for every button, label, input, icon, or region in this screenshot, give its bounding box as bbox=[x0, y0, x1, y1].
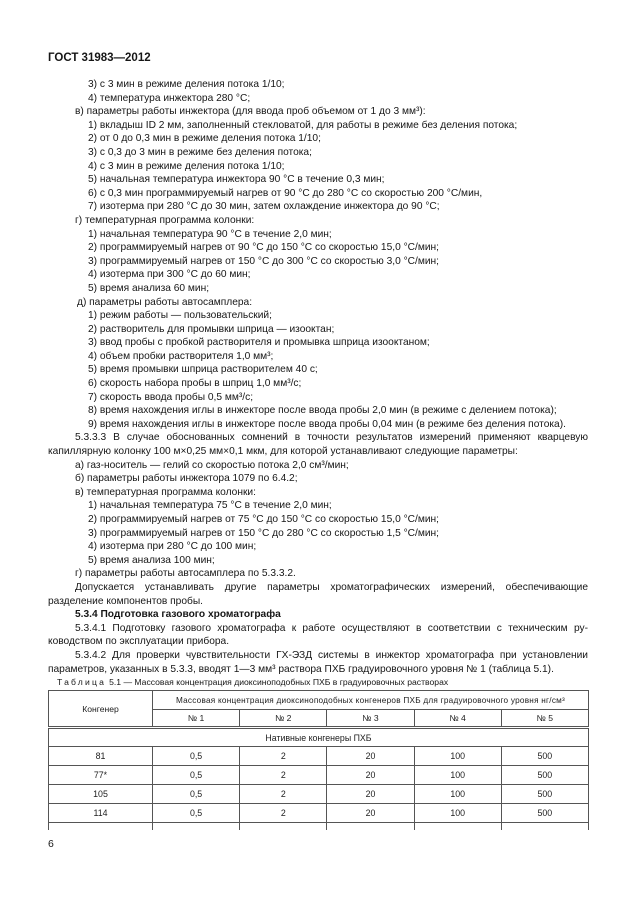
table-section-row bbox=[49, 728, 589, 747]
table-caption-label: Таблица bbox=[57, 677, 107, 687]
list-item: б) параметры работы инжектора 1079 по 6.4.2; bbox=[75, 473, 298, 485]
value-cell: 500 bbox=[501, 804, 588, 823]
sub-list-item: 6) с 0,3 мин программируемый нагрев от 90 °С до 280 °С со скоростью 200 °С/мин, bbox=[88, 187, 483, 199]
sub-list-item: 5) время промывки шприца растворителем 40 с; bbox=[88, 364, 318, 376]
sub-list-item: 3) с 3 мин в режиме деления потока 1/10; bbox=[88, 79, 285, 90]
sub-list-item: 9) время нахождения иглы в инжекторе после ввода пробы 0,04 мин (в режиме без деления потока). bbox=[88, 418, 566, 430]
list-item: а) газ-носитель — гелий со скоростью потока 2,0 см³/мин; bbox=[75, 459, 349, 471]
level-header-cell: № 2 bbox=[240, 710, 327, 728]
value-cell: 500 bbox=[501, 766, 588, 785]
table-row bbox=[49, 785, 589, 804]
sub-list-item: 7) изотерма при 280 °С до 30 мин, затем охлаждение инжектора до 90 °С; bbox=[88, 201, 440, 213]
sub-list-item: 6) скорость набора пробы в шприц 1,0 мм³/с; bbox=[88, 378, 302, 390]
value-cell: 100 bbox=[414, 804, 501, 823]
congener-cell: 105 bbox=[49, 785, 153, 804]
congener-cell: 77* bbox=[49, 766, 153, 785]
value-cell: 20 bbox=[327, 766, 414, 785]
value-cell: 100 bbox=[414, 785, 501, 804]
level-header-cell: № 5 bbox=[501, 710, 588, 728]
sub-list-item: 4) температура инжектора 280 °С; bbox=[88, 92, 251, 104]
paragraph-line: 5.3.3.3 В случае обоснованных сомнений в точности результатов измерений применяют кварцевую bbox=[75, 432, 588, 444]
level-header-cell: № 3 bbox=[327, 710, 414, 728]
sub-list-item: 7) скорость ввода пробы 0,5 мм³/с; bbox=[88, 391, 254, 403]
value-cell: 2 bbox=[240, 766, 327, 785]
sub-list-item: 2) программируемый нагрев от 90 °С до 150 °С со скоростью 15,0 °С/мин; bbox=[88, 242, 439, 254]
sub-list-item: 8) время нахождения иглы в инжекторе после ввода пробы 2,0 мин (в режиме с делением потока); bbox=[88, 405, 557, 417]
sub-list-item: 3) программируемый нагрев от 150 °С до 300 °С со скоростью 3,0 °С/мин; bbox=[88, 255, 439, 267]
value-cell: 20 bbox=[327, 747, 414, 766]
table-row bbox=[49, 747, 589, 766]
list-item: д) параметры работы автосамплера: bbox=[77, 296, 253, 308]
list-item: г) параметры работы автосамплера по 5.3.3.2. bbox=[75, 568, 296, 580]
paragraph-line: 5.3.4.2 Для проверки чувствительности ГХ-ЭЗД системы в инжектор хроматографа при установлении bbox=[75, 649, 588, 661]
empty-cell bbox=[49, 823, 153, 831]
list-item: в) температурная программа колонки: bbox=[75, 486, 256, 498]
body-text bbox=[48, 78, 588, 676]
empty-cell bbox=[153, 823, 240, 831]
value-cell: 500 bbox=[501, 785, 588, 804]
table-row bbox=[49, 804, 589, 823]
empty-cell bbox=[240, 823, 327, 831]
table-header-row bbox=[49, 691, 589, 710]
congener-cell: 81 bbox=[49, 747, 153, 766]
value-cell: 100 bbox=[414, 747, 501, 766]
data-table bbox=[48, 690, 589, 830]
value-cell: 500 bbox=[501, 747, 588, 766]
level-header-cell: № 4 bbox=[414, 710, 501, 728]
sub-list-item: 5) начальная температура инжектора 90 °С в течение 0,3 мин; bbox=[88, 174, 385, 186]
sub-list-item: 2) от 0 до 0,3 мин в режиме деления потока 1/10; bbox=[88, 133, 321, 145]
value-cell: 2 bbox=[240, 785, 327, 804]
sub-list-item: 1) режим работы — пользовательский; bbox=[88, 310, 272, 322]
section-heading: 5.3.4 Подготовка газового хроматографа bbox=[75, 609, 281, 621]
sub-list-item: 4) объем пробки растворителя 1,0 мм³; bbox=[88, 350, 274, 362]
value-cell: 2 bbox=[240, 804, 327, 823]
paragraph-line: параметров, указанных в 5.3.3, вводят 1—3 мм³ раствора ПХБ градуировочного уровня № 1 (таблица 5.1). bbox=[48, 663, 554, 675]
value-cell: 0,5 bbox=[153, 804, 240, 823]
page-number: 6 bbox=[48, 838, 54, 850]
section-row-cell: Нативные конгенеры ПХБ bbox=[49, 728, 589, 747]
paragraph-line: ководством по эксплуатации прибора. bbox=[48, 636, 230, 648]
paragraph-line: разделение компонентов пробы. bbox=[48, 595, 203, 607]
table-continuation-row bbox=[49, 823, 589, 831]
value-cell: 0,5 bbox=[153, 766, 240, 785]
sub-list-item: 3) с 0,3 до 3 мин в режиме без деления потока; bbox=[88, 146, 312, 158]
list-item: г) температурная программа колонки: bbox=[75, 214, 255, 226]
sub-list-item: 4) с 3 мин в режиме деления потока 1/10; bbox=[88, 160, 285, 172]
value-cell: 20 bbox=[327, 804, 414, 823]
sub-list-item: 1) вкладыш ID 2 мм, заполненный стекловатой, для работы в режиме без деления потока; bbox=[88, 119, 518, 131]
value-cell: 0,5 bbox=[153, 747, 240, 766]
sub-list-item: 3) программируемый нагрев от 150 °С до 280 °С со скоростью 1,5 °С/мин; bbox=[88, 527, 439, 539]
empty-cell bbox=[501, 823, 588, 831]
table-caption-text: 5.1 — Массовая концентрация диоксиноподобных ПХБ в градуировочных растворах bbox=[109, 677, 449, 687]
table-header-cell: Массовая концентрация диоксиноподобных конгенеров ПХБ для градуировочного уровня нг/см³ bbox=[153, 691, 589, 710]
paragraph-line: Допускается устанавливать другие параметры хроматографических измерений, обеспечивающие bbox=[75, 581, 588, 593]
table-row bbox=[49, 766, 589, 785]
table-header-cell: Конгенер bbox=[49, 691, 153, 728]
level-header-cell: № 1 bbox=[153, 710, 240, 728]
sub-list-item: 5) время анализа 60 мин; bbox=[88, 282, 210, 294]
value-cell: 2 bbox=[240, 747, 327, 766]
sub-list-item: 4) изотерма при 280 °С до 100 мин; bbox=[88, 541, 257, 553]
list-item: в) параметры работы инжектора (для ввода проб объемом от 1 до 3 мм³): bbox=[75, 106, 426, 118]
value-cell: 0,5 bbox=[153, 785, 240, 804]
value-cell: 20 bbox=[327, 785, 414, 804]
value-cell: 100 bbox=[414, 766, 501, 785]
sub-list-item: 2) растворитель для промывки шприца — изооктан; bbox=[88, 323, 335, 335]
table-caption bbox=[57, 676, 448, 688]
paragraph-line: капиллярную колонку 100 м×0,25 мм×0,1 мкм, для которой устанавливают следующие параметры: bbox=[48, 446, 518, 458]
empty-cell bbox=[327, 823, 414, 831]
congener-cell: 114 bbox=[49, 804, 153, 823]
document-code: ГОСТ 31983—2012 bbox=[48, 52, 151, 64]
sub-list-item: 5) время анализа 100 мин; bbox=[88, 554, 215, 566]
empty-cell bbox=[414, 823, 501, 831]
sub-list-item: 1) начальная температура 75 °С в течение 2,0 мин; bbox=[88, 500, 332, 512]
sub-list-item: 4) изотерма при 300 °С до 60 мин; bbox=[88, 269, 251, 281]
sub-list-item: 2) программируемый нагрев от 75 °С до 150 °С со скоростью 15,0 °С/мин; bbox=[88, 514, 439, 525]
sub-list-item: 3) ввод пробы с пробкой растворителя и промывка шприца изооктаном; bbox=[88, 337, 430, 349]
paragraph-line: 5.3.4.1 Подготовку газового хроматографа к работе осуществляют в соответствии с техническим ру- bbox=[75, 622, 588, 634]
sub-list-item: 1) начальная температура 90 °С в течение 2,0 мин; bbox=[88, 228, 332, 240]
